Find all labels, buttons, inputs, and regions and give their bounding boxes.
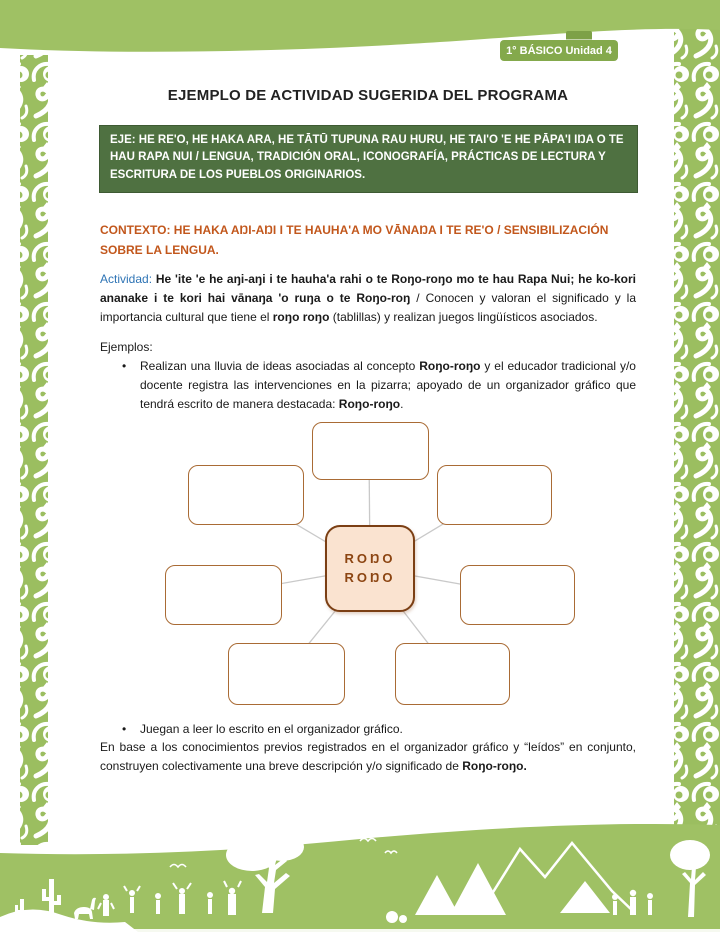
contexto-heading: CONTEXTO: HE HAKA AŊI-AŊI I TE HAUHA'A MO VĀNAŊA I TE RE'O / SENSIBILIZACIÓN SOBRE LA LENGUA.	[100, 223, 609, 257]
right-koru-strip	[674, 24, 720, 876]
eje-box	[99, 125, 638, 193]
concept-map	[160, 415, 580, 715]
center-node-line2: ROŊO	[344, 569, 396, 585]
actividad-term-bold: roŋo roŋo	[272, 309, 330, 324]
bullet1-text	[140, 357, 636, 414]
page-title: EJEMPLO DE ACTIVIDAD SUGERIDA DEL PROGRAMA	[167, 87, 569, 104]
diagram-node-middle-left	[165, 565, 282, 625]
actividad-paragraph	[100, 270, 636, 327]
diagram-node-top	[312, 422, 429, 480]
diagram-node-bottom-left	[228, 643, 345, 705]
diagram-node-upper-right	[437, 465, 552, 525]
diagram-node-middle-right	[460, 565, 575, 625]
bullet1-c: y el educador tradicional y/o docente registra las intervenciones en la pizarra; apoyado de un organizador gráfico que tendrá escrito de manera destacada:	[140, 359, 636, 411]
eje-text: EJE: HE RE'O, HE HAKA ARA, HE TĀTŪ TUPUNA RAU HURU, HE TAI'O 'E HE PĀPA'I IŊA O TE HAU RAPA NUI / LENGUA, TRADICIÓN ORAL, ICONOGRAFÍA, PRÁCTICAS DE LECTURA Y ESCRITURA DE LOS PUEBLOS ORIGINARIOS.	[110, 134, 624, 181]
unit-badge-label: 1° BÁSICO Unidad 4	[506, 44, 612, 57]
left-koru-strip	[20, 55, 48, 845]
diagram-node-bottom-right	[395, 643, 510, 705]
actividad-spanish-b: (tablillas) y realizan juegos lingüísticos asociados.	[329, 309, 598, 324]
actividad-separator: /	[410, 290, 426, 305]
center-node-line1: ROŊO	[344, 550, 396, 566]
diagram-center-node	[325, 525, 415, 612]
closing-paragraph	[100, 738, 636, 776]
bullet1-e: .	[400, 396, 404, 411]
bottom-landscape-art	[0, 817, 720, 932]
ejemplos-heading: Ejemplos:	[100, 340, 153, 354]
bullet-dot: •	[122, 359, 127, 373]
bullet-dot: •	[122, 722, 127, 736]
bullet1-a: Realizan una lluvia de ideas asociadas al concepto	[140, 359, 420, 373]
actividad-rapanui-bold: He 'ite 'e he aŋi-aŋi i te hauha'a rahi o te Roŋo-roŋo mo te hau Rapa Nui; he ko-kori ananake i te kori hai vānaŋa 'o ruŋa o te Roŋo-roŋ	[100, 272, 636, 305]
actividad-colon: :	[148, 272, 156, 286]
unit-badge	[500, 40, 618, 61]
bullet1-d: Roŋo-roŋo	[338, 396, 401, 411]
diagram-node-upper-left	[188, 465, 304, 525]
actividad-label: Actividad	[100, 272, 149, 286]
actividad-spanish-a: Conocen y valoran el significado y la importancia cultural que tiene el	[100, 290, 637, 324]
bullet-item-2	[122, 720, 636, 739]
bullet2-text: Juegan a leer lo escrito en el organizador gráfico.	[140, 722, 403, 736]
closing-b: Roŋo-roŋo.	[462, 758, 527, 773]
closing-a: En base a los conocimientos previos registrados en el organizador gráfico y “leídos” en conjunto, construyen colectivamente una breve descripción y/o significado de	[100, 740, 636, 773]
bullet-item-1	[122, 357, 636, 414]
bullet1-b: Roŋo-roŋo	[419, 359, 481, 373]
